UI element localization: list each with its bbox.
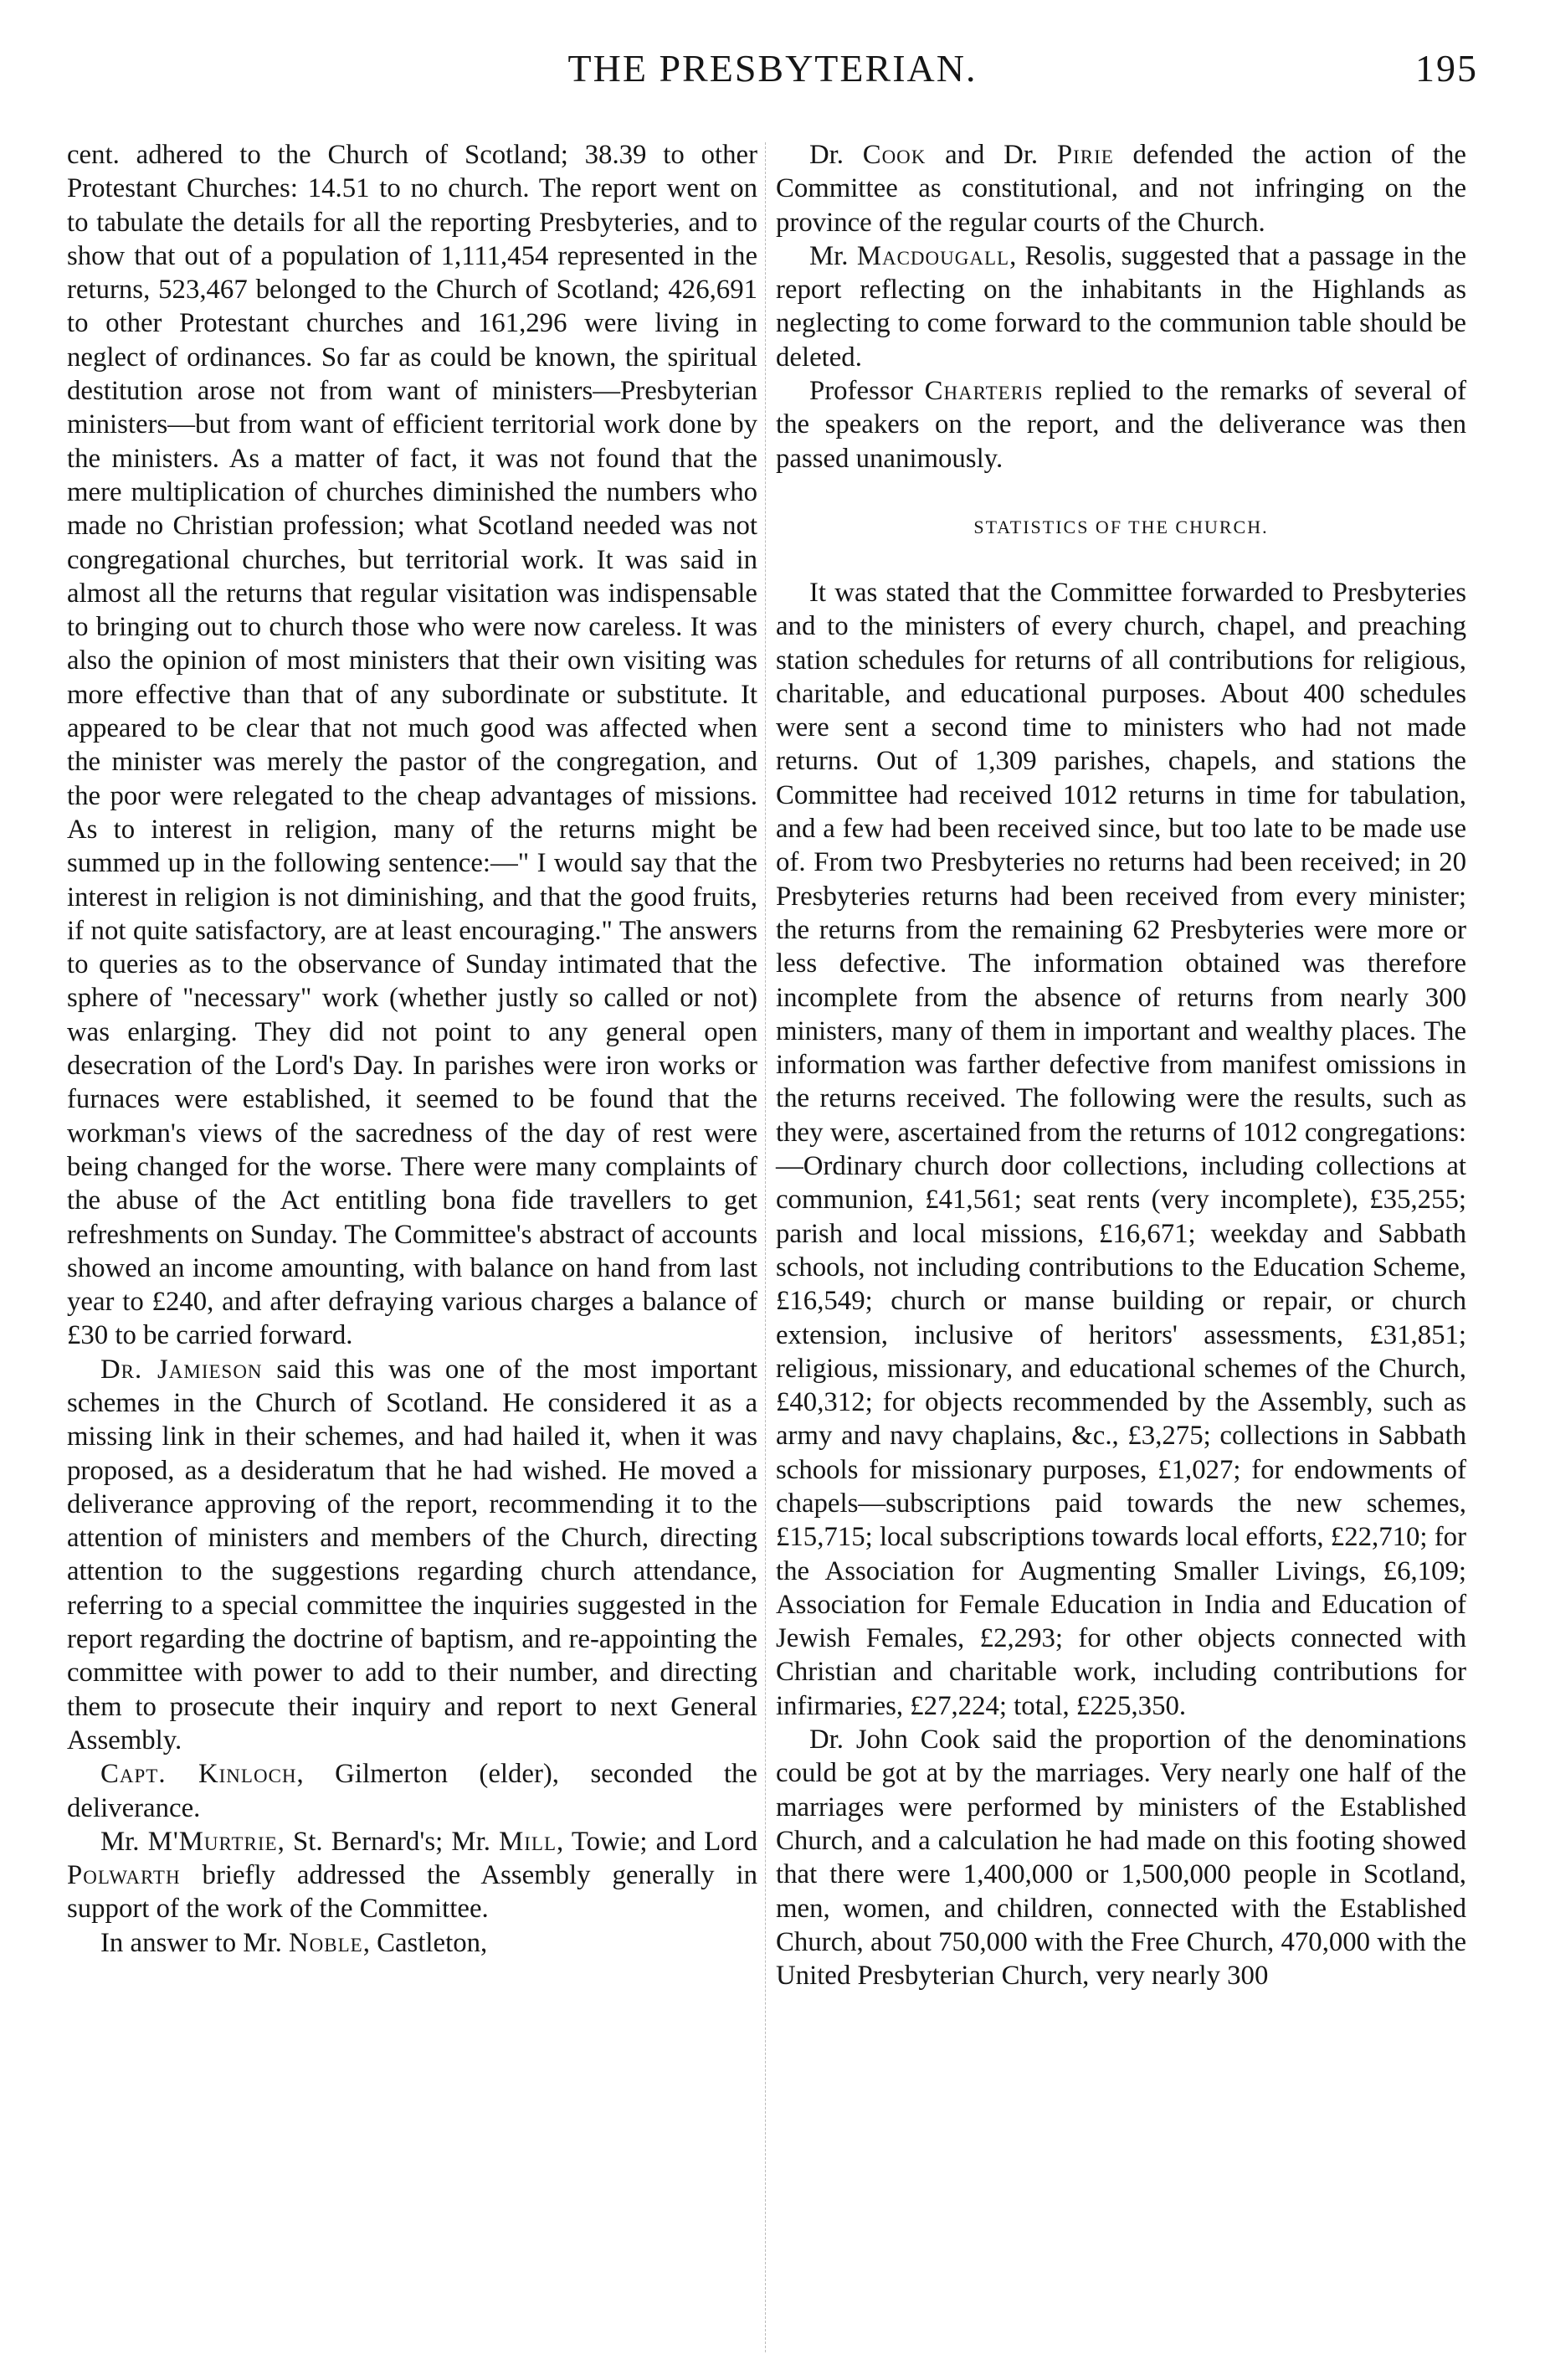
paragraph-text: , Gilmerton (elder), seconded the deliverance.: [67, 1759, 757, 1823]
paragraph-text: said this was one of the most important schemes in the Church of Scotland. He considered it as a missing link in their schemes, and had hailed it, when it was proposed, as a desideratum that he had wished. He moved a deliverance approving of the report, recommending it to the attention of ministers and members of the Church, directing attention to the suggestions regarding church attendance, referring to a special committee the inquiries suggested in the report regarding the doctrine of baptism, and re-appointing the committee with power to add to their number, and directing them to prosecute their inquiry and report to next General Assembly.: [67, 1354, 757, 1755]
left-paragraph-noble: [67, 1926, 757, 1960]
left-column: [67, 138, 757, 1960]
paragraph-text: Mr.: [100, 1826, 148, 1857]
page-number: 195: [1415, 47, 1478, 90]
publication-title: THE PRESBYTERIAN.: [567, 47, 978, 90]
right-paragraph-john-cook: Dr. John Cook said the proportion of the denominations could be got at by the marriages. Very nearly one half of the marriages were performed by ministers of the Established Church, and a calculation he had made on this footing showed that there were 1,400,000 or 1,500,000 people in Scotland, men, women, and children, connected with the Established Church, about 750,000 with the Free Church, 470,000 with the United Presbyterian Church, very nearly 300: [776, 1725, 1466, 1992]
speaker-name: M'Murtrie: [147, 1826, 278, 1857]
left-paragraph-kinloch: [67, 1757, 757, 1825]
paragraph-text: , Castleton,: [362, 1927, 488, 1958]
left-paragraph-addresses: [67, 1825, 757, 1926]
right-column: [776, 138, 1466, 1992]
paragraph-text: Professor: [809, 376, 925, 407]
paragraph-text: Mr.: [809, 240, 857, 271]
paragraph-text: defended the action of the Committee as constitutional, and not infringing on the province of the regular courts of the Church.: [776, 140, 1466, 238]
right-paragraph-cook-pirie: [776, 138, 1466, 239]
section-heading: STATISTICS OF THE CHURCH.: [973, 516, 1269, 537]
paragraph-text: , St. Bernard's; Mr.: [277, 1826, 500, 1857]
running-head: [67, 46, 1478, 105]
right-paragraph-charteris: [776, 374, 1466, 475]
paragraph-text: briefly addressed the Assembly generally in support of the work of the Committee.: [67, 1860, 757, 1925]
paragraph-text: , Resolis, suggested that a passage in the report reflecting on the inhabitants in the Highlands as neglecting to come forward to the communion table should be deleted.: [776, 240, 1466, 373]
paragraph-text: Dr.: [809, 140, 863, 170]
left-paragraph-report-summary: cent. adhered to the Church of Scotland; 38.39 to other Protestant Churches: 14.51 to no church. The report went on to tabulate the details for all the reporting Presbyteries, and to show that out of a population of 1,111,454 represented in the returns, 523,467 belonged to the Church of Scotland; 426,691 to other Protestant churches and 161,296 were living in neglect of ordinances. So far as could be known, the spiritual destitution arose not from want of ministers—Presbyterian ministers—but from want of efficient territorial work done by the ministers. As a matter of fact, it was not found that the mere multiplication of churches diminished the numbers who made no Christian profession; what Scotland needed was not congregational churches, but territorial work. It was said in almost all the returns that regular visitation was indispensable to bringing out to church those who were now careless. It was also the opinion of most ministers that their own visiting was more effective than that of any subordinate or substitute. It appeared to be clear that not much good was affected when the minister was merely the pastor of the congregation, and the poor were relegated to the cheap advantages of missions. As to interest in religion, many of the returns might be summed up in the following sentence:—" I would say that the interest in religion is not diminishing, and that the good fruits, if not quite satisfactory, are at least encouraging." The answers to queries as to the observance of Sunday intimated that the sphere of "necessary" work (whether justly so called or not) was enlarging. They did not point to any general open desecration of the Lord's Day. In parishes were iron works or furnaces were established, it seemed to be found that the workman's views of the sacredness of the day of rest were being changed for the worse. There were many complaints of the abuse of the Act entitling bona fide travellers to get refreshments on Sunday. The Committee's abstract of accounts showed an income amounting, with balance on hand from last year to £240, and after defraying various charges a balance of £30 to be carried forward.: [67, 140, 757, 1351]
left-paragraph-jamieson: [67, 1353, 757, 1758]
paragraph-text: and Dr.: [926, 140, 1057, 170]
speaker-name: Pirie: [1056, 140, 1114, 170]
paragraph-text: In answer to Mr.: [100, 1927, 289, 1958]
paragraph-text: replied to the remarks of several of the speakers on the report, and the deliverance was then passed unanimously.: [776, 376, 1466, 474]
speaker-name: Dr. Jamieson: [100, 1354, 263, 1385]
speaker-name: Cook: [862, 140, 926, 170]
speaker-name: Capt. Kinloch: [100, 1759, 297, 1790]
speaker-name: Mill: [499, 1826, 557, 1857]
speaker-name: Charteris: [924, 376, 1044, 407]
speaker-name: Macdougall: [856, 240, 1010, 271]
speaker-name: Polwarth: [67, 1860, 181, 1891]
column-divider: [765, 142, 766, 2352]
speaker-name: Noble: [288, 1927, 363, 1958]
right-paragraph-statistics: It was stated that the Committee forwarded to Presbyteries and to the ministers of every church, chapel, and preaching station schedules for returns of all contributions for religious, charitable, and educational purposes. About 400 schedules were sent a second time to ministers who had not made returns. Out of 1,309 parishes, chapels, and stations the Committee had received 1012 returns in time for tabulation, and a few had been received since, but too late to be made use of. From two Presbyteries no returns had been received; in 20 Presbyteries returns had been received from every minister; the returns from the remaining 62 Presbyteries were more or less defective. The information obtained was therefore incomplete from the absence of returns from nearly 300 ministers, many of them in important and wealthy places. The information was farther defective from manifest omissions in the returns received. The following were the results, such as they were, ascertained from the returns of 1012 congregations:—Ordinary church door collections, including collections at communion, £41,561; seat rents (very incomplete), £35,255; parish and local missions, £16,671; weekday and Sabbath schools, not including contributions to the Education Scheme, £16,549; church or manse building or repair, or church extension, inclusive of heritors' assessments, £31,851; religious, missionary, and educational schemes of the Church, £40,312; for objects recommended by the Assembly, such as army and navy chaplains, &c., £3,275; collections in Sabbath schools for missionary purposes, £1,027; for endowments of chapels—subscriptions paid towards the new schemes, £15,715; local subscriptions towards local efforts, £22,710; for the Association for Augmenting Smaller Livings, £6,109; Association for Female Education in India and Education of Jewish Females, £2,293; for other objects connected with Christian and charitable work, including contributions for infirmaries, £27,224; total, £225,350.: [776, 577, 1466, 1721]
right-paragraph-macdougall: [776, 239, 1466, 374]
paragraph-text: , Towie; and Lord: [557, 1826, 757, 1857]
